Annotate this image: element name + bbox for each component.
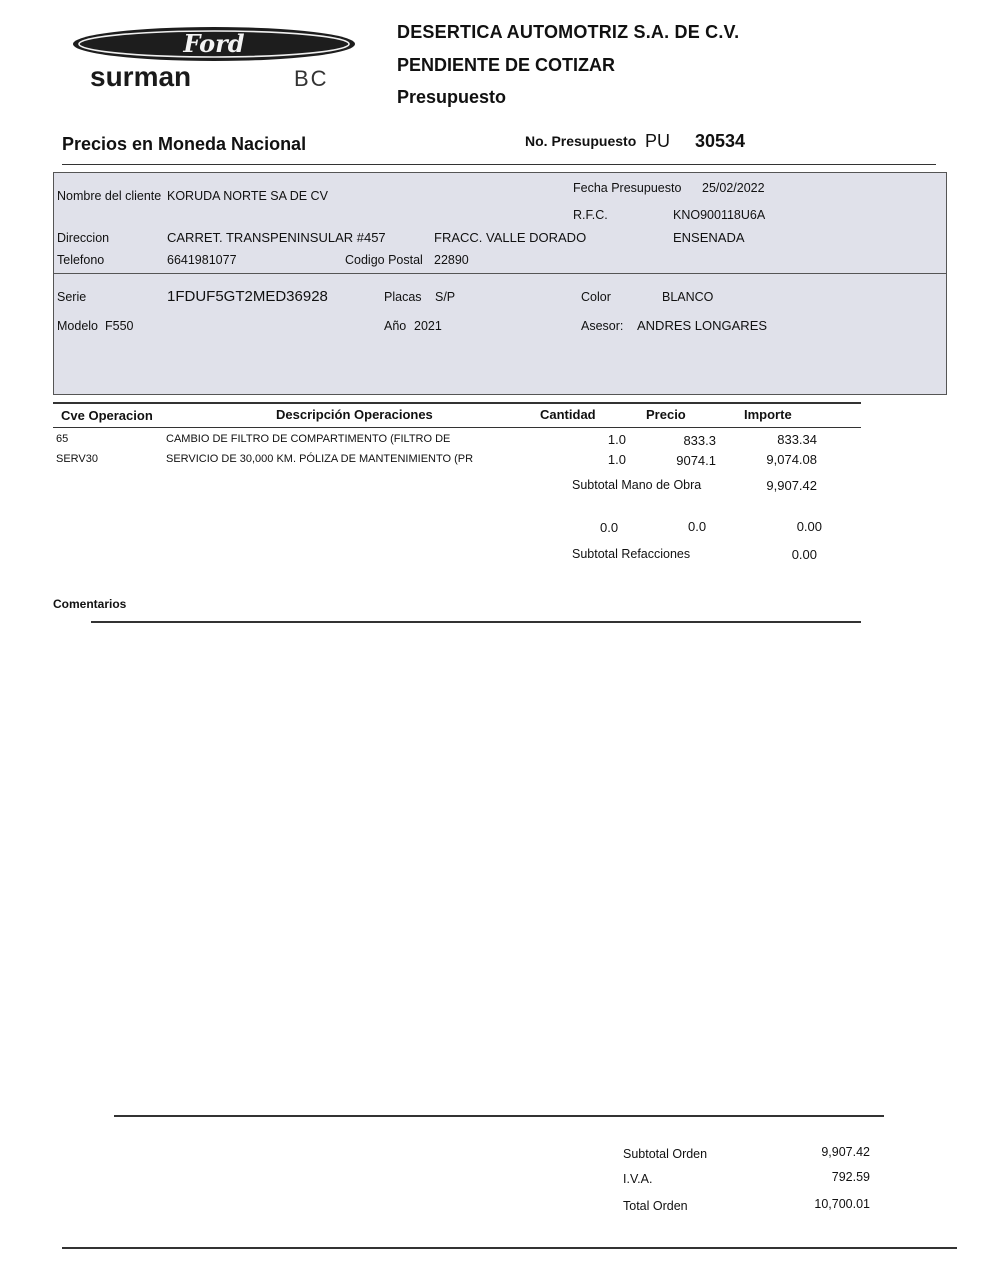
currency-note: Precios en Moneda Nacional [62, 134, 307, 154]
plates-label: Placas [384, 290, 422, 304]
row-code: 65 [56, 433, 69, 445]
customer-zip: 22890 [434, 253, 469, 267]
iva-label: I.V.A. [623, 1172, 653, 1186]
row-quantity: 1.0 [607, 432, 626, 447]
col-header-price: Precio [646, 407, 686, 422]
budget-date: 25/02/2022 [702, 181, 765, 195]
order-total-label: Total Orden [623, 1199, 688, 1213]
col-header-code: Cve Operacion [61, 408, 153, 423]
budget-number-label: No. Presupuesto [525, 133, 637, 149]
iva-amount: 792.59 [831, 1170, 870, 1184]
order-subtotal-label: Subtotal Orden [623, 1147, 708, 1161]
vehicle-plates: S/P [435, 290, 456, 304]
customer-address: CARRET. TRANSPENINSULAR #457 [167, 230, 386, 245]
rfc-value: KNO900118U6A [673, 208, 766, 222]
row-price: 833.3 [683, 433, 716, 448]
year-label: Año [384, 319, 407, 333]
rfc-label: R.F.C. [573, 208, 608, 222]
vehicle-serial: 1FDUF5GT2MED36928 [167, 288, 328, 305]
serial-label: Serie [57, 290, 87, 304]
parts-quantity: 0.0 [600, 520, 619, 535]
phone-label: Telefono [57, 253, 105, 267]
comments-label: Comentarios [53, 597, 127, 611]
labor-subtotal: 9,907.42 [766, 478, 817, 493]
budget-number-prefix: PU [645, 131, 671, 151]
vehicle-model: F550 [105, 319, 134, 333]
address-label: Direccion [57, 231, 110, 245]
table-header-rule [53, 427, 861, 428]
parts-amount: 0.00 [796, 519, 822, 534]
totals-top-rule [114, 1115, 884, 1117]
model-label: Modelo [57, 319, 98, 333]
order-total: 10,700.01 [814, 1197, 870, 1211]
advisor-name: ANDRES LONGARES [637, 318, 768, 333]
footer-rule [62, 1247, 957, 1249]
customer-name-label: Nombre del cliente [57, 189, 162, 203]
row-quantity: 1.0 [607, 452, 626, 467]
quote-status: PENDIENTE DE COTIZAR [397, 55, 616, 75]
table-top-rule [53, 402, 861, 404]
order-subtotal: 9,907.42 [821, 1145, 870, 1159]
date-label: Fecha Presupuesto [573, 181, 682, 195]
vehicle-color: BLANCO [662, 290, 714, 304]
document-title: Presupuesto [397, 87, 507, 107]
header-divider [62, 164, 936, 165]
row-amount: 9,074.08 [766, 452, 817, 467]
labor-subtotal-label: Subtotal Mano de Obra [572, 478, 702, 492]
col-header-description: Descripción Operaciones [276, 407, 433, 422]
logo-region-text: BC [294, 66, 329, 91]
logo-brand-text: Ford [183, 29, 245, 58]
parts-price: 0.0 [688, 519, 707, 534]
row-code: SERV30 [56, 453, 98, 465]
advisor-label: Asesor: [581, 319, 624, 333]
parts-subtotal: 0.00 [791, 547, 817, 562]
row-amount: 833.34 [777, 432, 817, 447]
customer-neighborhood: FRACC. VALLE DORADO [434, 230, 587, 245]
customer-phone: 6641981077 [167, 253, 237, 267]
customer-name: KORUDA NORTE SA DE CV [167, 189, 328, 203]
col-header-amount: Importe [744, 407, 792, 422]
col-header-quantity: Cantidad [540, 407, 596, 422]
row-description: SERVICIO DE 30,000 KM. PÓLIZA DE MANTENIMIENTO (PR [166, 453, 474, 465]
comments-rule [91, 621, 861, 623]
vehicle-year: 2021 [414, 319, 442, 333]
zip-label: Codigo Postal [345, 253, 423, 267]
row-price: 9074.1 [676, 453, 716, 468]
customer-city: ENSENADA [673, 230, 745, 245]
parts-subtotal-label: Subtotal Refacciones [572, 547, 691, 561]
budget-number: 30534 [695, 131, 746, 151]
color-label: Color [581, 290, 611, 304]
company-name: DESERTICA AUTOMOTRIZ S.A. DE C.V. [397, 22, 740, 42]
ford-surman-logo [72, 24, 362, 94]
logo-dealer-text: surman [90, 61, 192, 92]
row-description: CAMBIO DE FILTRO DE COMPARTIMENTO (FILTRO DE [166, 433, 451, 445]
